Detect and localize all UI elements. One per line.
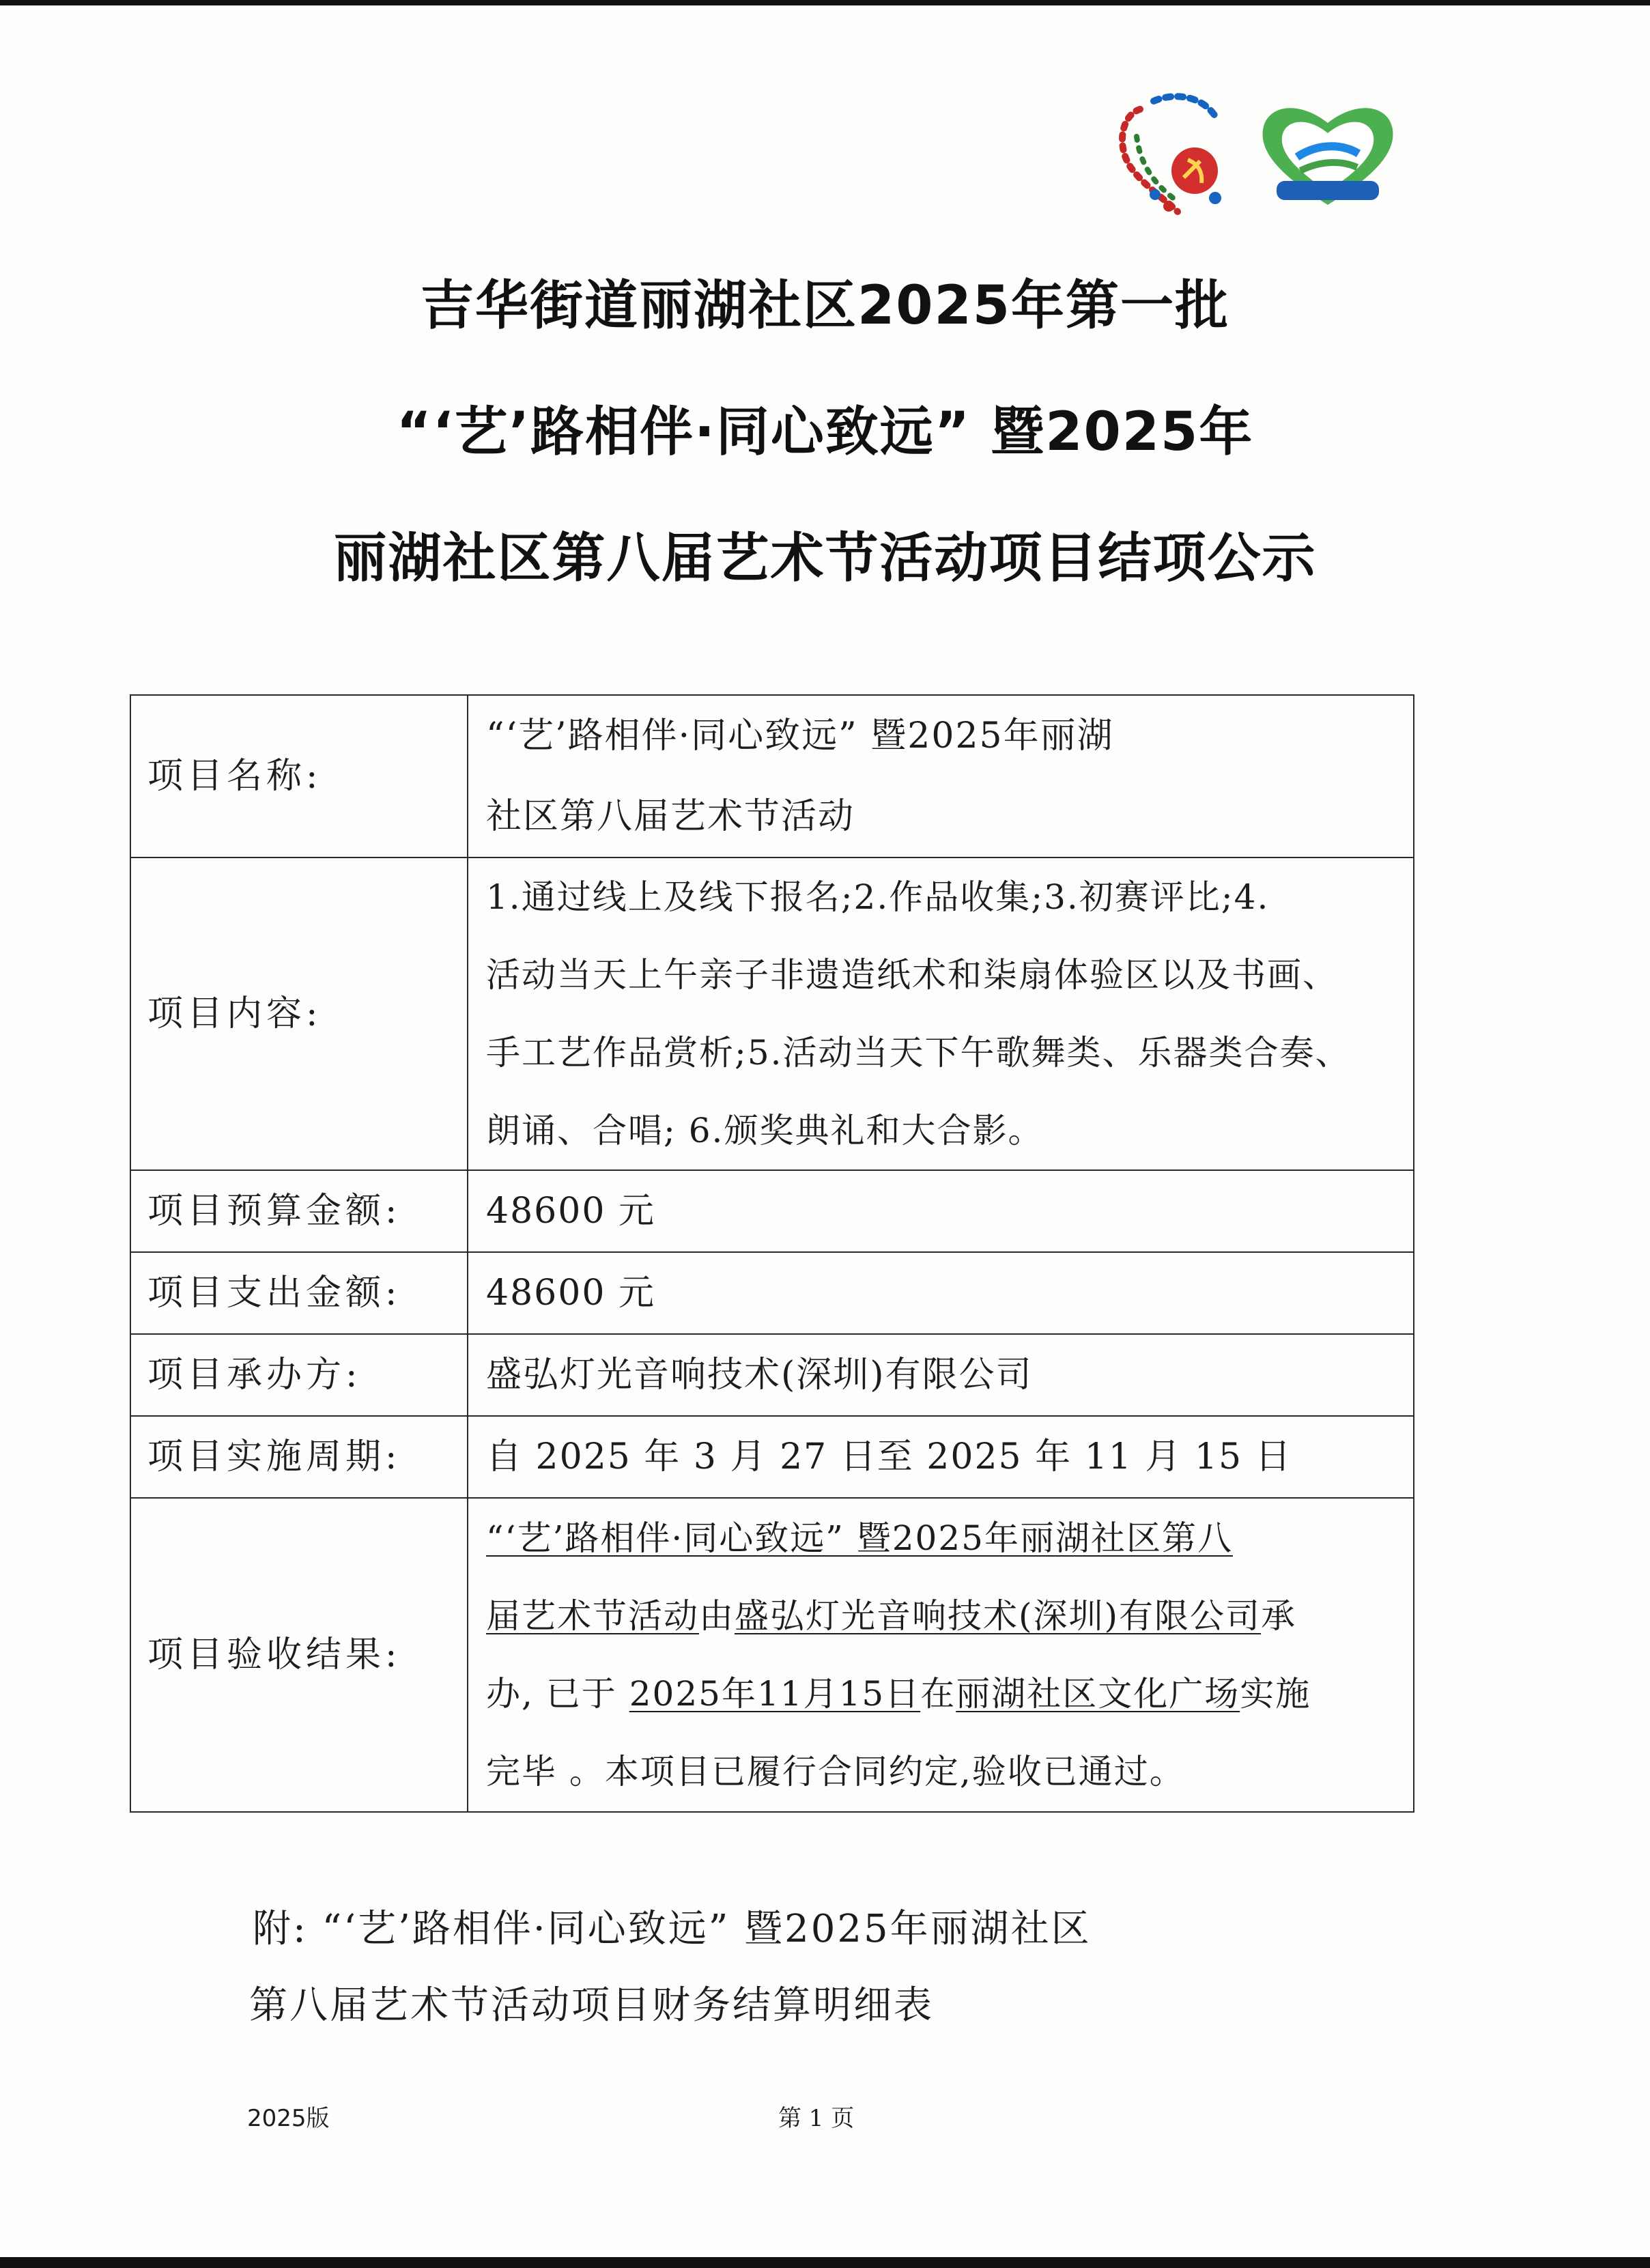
label-project-content: 项目内容: (130, 857, 468, 1170)
result-project-name-a: “‘艺’路相伴·同心致远” 暨2025年丽湖社区第八 (486, 1518, 1233, 1558)
result-at: 在 (920, 1674, 956, 1714)
project-info-table (130, 694, 1414, 1813)
table-row-result (130, 1498, 1414, 1812)
table-row-budget (130, 1170, 1414, 1252)
value-period: 自 2025 年 3 月 27 日至 2025 年 11 月 15 日 (468, 1416, 1414, 1498)
scan-edge-bottom (0, 2257, 1650, 2268)
content-line-1: 1.通过线上及线下报名;2.作品收集;3.初赛评比;4. (486, 877, 1270, 917)
result-company: 盛弘灯光音响技术(深圳)有限公司 (735, 1596, 1262, 1636)
content-line-4: 朗诵、合唱; 6.颁奖典礼和大合影。 (486, 1111, 1044, 1150)
project-name-line-1: “‘艺’路相伴·同心致远” 暨2025年丽湖 (486, 715, 1114, 756)
content-line-3: 手工艺作品赏析;5.活动当天下午歌舞类、乐器类合奏、 (486, 1033, 1351, 1073)
table-row-expense (130, 1252, 1414, 1334)
result-place: 丽湖社区文化广场 (956, 1674, 1240, 1714)
result-line-3 (486, 1655, 1399, 1733)
label-period: 项目实施周期: (130, 1416, 468, 1498)
attachment-line-1: 附: “‘艺’路相伴·同心致远” 暨2025年丽湖社区 (253, 1907, 1092, 1951)
content-line-2: 活动当天上午亲子非遗造纸术和柒扇体验区以及书画、 (486, 955, 1338, 995)
table-row-name (130, 695, 1414, 857)
footer-edition: 2025版 (247, 2105, 330, 2132)
label-expense: 项目支出金额: (130, 1252, 468, 1334)
value-budget: 48600 元 (468, 1170, 1414, 1252)
table-row-content (130, 857, 1414, 1170)
livelihood-logo-icon (1256, 96, 1399, 212)
table-row-organizer (130, 1334, 1414, 1416)
attachment-line-2: 第八届艺术节活动项目财务结算明细表 (249, 1983, 934, 2028)
value-project-name (468, 695, 1414, 857)
table-row-period (130, 1416, 1414, 1498)
value-organizer: 盛弘灯光音响技术(深圳)有限公司 (468, 1334, 1414, 1416)
result-impl-b: 完毕 。本项目已履行合同约定,验收已通过。 (486, 1752, 1185, 1791)
result-line-4 (486, 1733, 1399, 1811)
label-organizer: 项目承办方: (130, 1334, 468, 1416)
result-impl-a: 实施 (1240, 1674, 1311, 1714)
page-title-line-1: 吉华街道丽湖社区2025年第一批 (420, 275, 1230, 337)
label-project-name: 项目名称: (130, 695, 468, 857)
result-by: 由 (699, 1596, 735, 1636)
value-expense: 48600 元 (468, 1252, 1414, 1334)
value-project-content (468, 857, 1414, 1170)
label-result: 项目验收结果: (130, 1498, 468, 1812)
header-logos (1113, 89, 1399, 225)
result-project-name-b: 届艺术节活动 (486, 1596, 699, 1636)
result-undertake-b: 办, 已于 (486, 1674, 617, 1714)
page-title-line-3: 丽湖社区第八届艺术节活动项目结项公示 (333, 528, 1317, 589)
page-title-line-2: “‘艺’路相伴·同心致远” 暨2025年 (396, 401, 1254, 463)
value-result (468, 1498, 1414, 1812)
result-undertake-a: 承 (1261, 1596, 1297, 1636)
label-budget: 项目预算金额: (130, 1170, 468, 1252)
scan-edge-top (0, 0, 1650, 5)
footer-page-number: 第 1 页 (778, 2105, 855, 2132)
result-line-2 (486, 1577, 1399, 1655)
result-date: 2025年11月15日 (629, 1674, 921, 1714)
project-name-line-2: 社区第八届艺术节活动 (486, 796, 855, 837)
party-building-logo-icon (1113, 89, 1236, 218)
result-line-1 (486, 1499, 1399, 1577)
